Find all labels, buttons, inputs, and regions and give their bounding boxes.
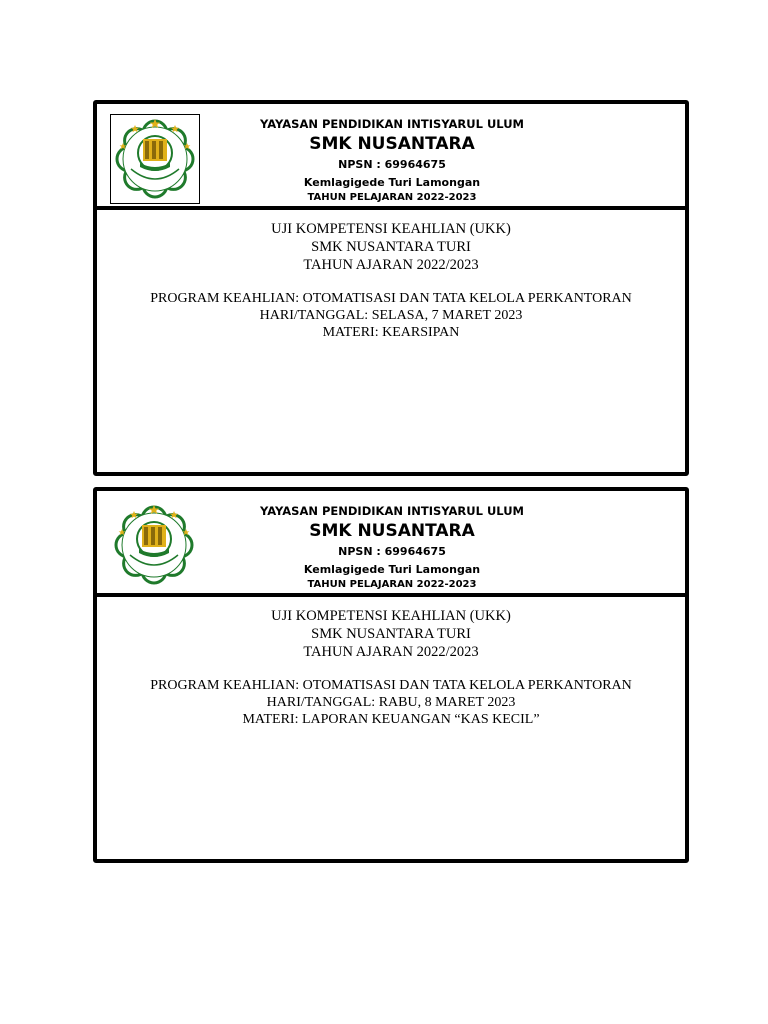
school-address: Kemlagigede Turi Lamongan [303,176,481,189]
exam-details [97,220,685,341]
exam-label-card-1 [93,100,689,476]
exam-school-line: SMK NUSANTARA TURI [311,239,471,255]
exam-school-line: SMK NUSANTARA TURI [311,626,471,642]
school-name: SMK NUSANTARA [309,134,475,154]
exam-date: HARI/TANGGAL: RABU, 8 MARET 2023 [266,695,516,710]
exam-title-line: UJI KOMPETENSI KEAHLIAN (UKK) [271,221,511,237]
school-seal-icon [111,115,199,203]
exam-year-line: TAHUN AJARAN 2022/2023 [303,644,479,660]
academic-year: TAHUN PELAJARAN 2022-2023 [307,579,477,590]
academic-year: TAHUN PELAJARAN 2022-2023 [307,192,477,203]
exam-subject: MATERI: KEARSIPAN [322,325,460,340]
school-logo [110,501,198,589]
exam-year-line: TAHUN AJARAN 2022/2023 [303,257,479,273]
school-seal-icon [110,501,198,589]
exam-subject: MATERI: LAPORAN KEUANGAN “KAS KECIL” [242,712,540,727]
school-logo [110,114,200,204]
exam-date: HARI/TANGGAL: SELASA, 7 MARET 2023 [259,308,523,323]
school-address: Kemlagigede Turi Lamongan [303,563,481,576]
exam-details [97,607,685,728]
letterhead [97,104,685,206]
exam-label-card-2 [93,487,689,863]
letterhead-divider [97,206,685,210]
school-npsn: NPSN : 69964675 [338,158,446,171]
school-npsn: NPSN : 69964675 [338,545,446,558]
letterhead-divider [97,593,685,597]
exam-program: PROGRAM KEAHLIAN: OTOMATISASI DAN TATA KELOLA PERKANTORAN [150,678,632,693]
foundation-name: YAYASAN PENDIDIKAN INTISYARUL ULUM [260,117,524,131]
exam-program: PROGRAM KEAHLIAN: OTOMATISASI DAN TATA KELOLA PERKANTORAN [150,291,632,306]
letterhead [97,491,685,593]
school-name: SMK NUSANTARA [309,521,475,541]
exam-title-line: UJI KOMPETENSI KEAHLIAN (UKK) [271,608,511,624]
foundation-name: YAYASAN PENDIDIKAN INTISYARUL ULUM [260,504,524,518]
